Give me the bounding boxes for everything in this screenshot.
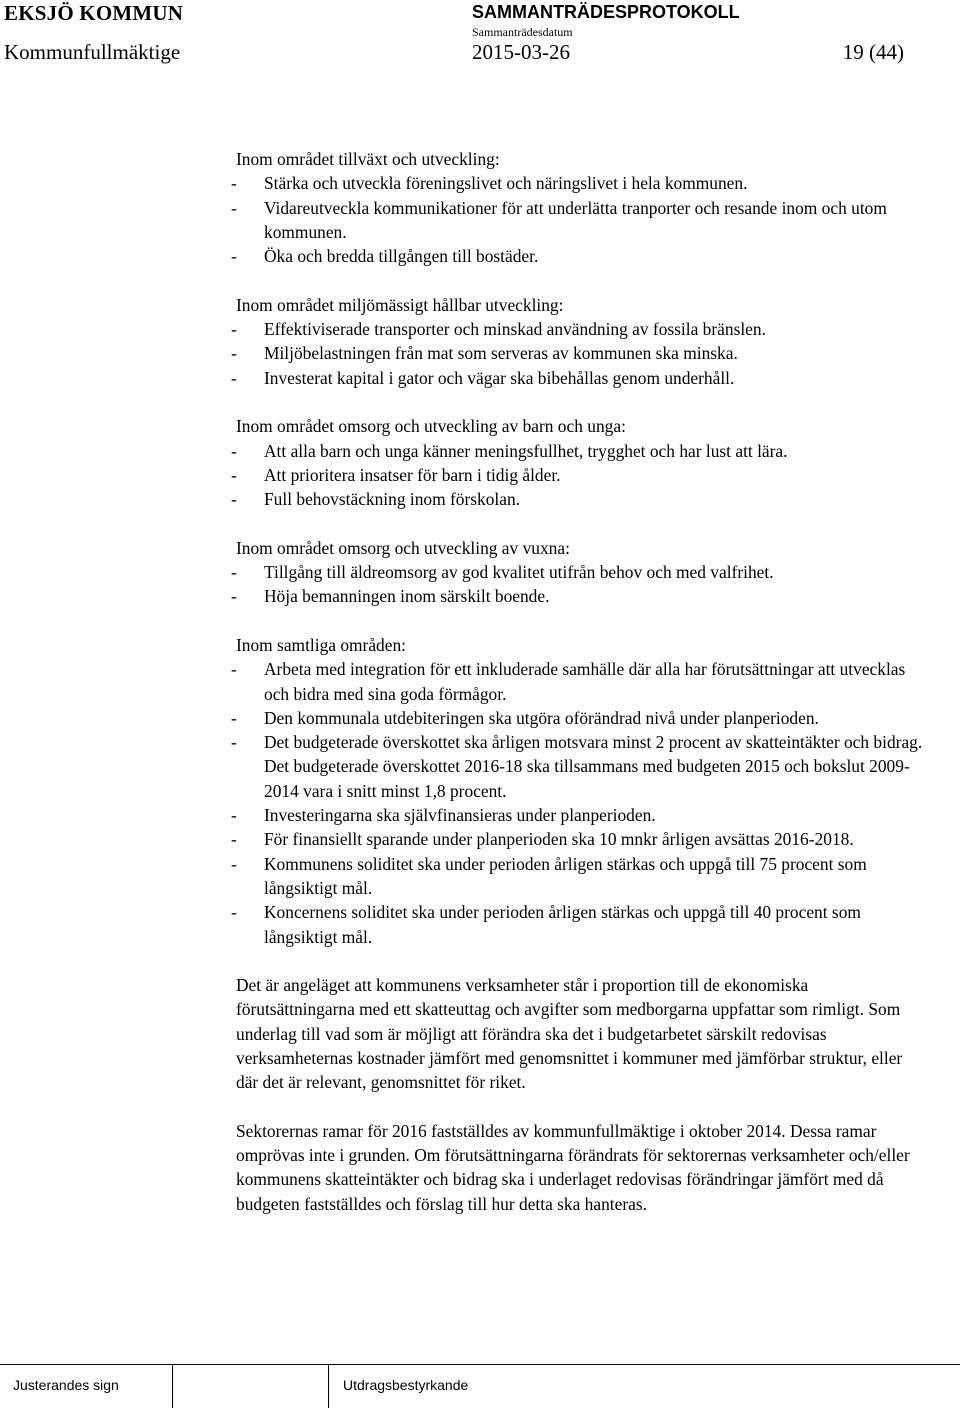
list-item-text: Investerat kapital i gator och vägar ska bibehållas genom underhåll. (264, 367, 735, 388)
section-heading: Inom området miljömässigt hållbar utveckling: (236, 294, 564, 315)
list-item (231, 196, 926, 245)
dash-bullet: - (231, 732, 237, 753)
dash-bullet: - (231, 902, 237, 923)
list-item-text: Den kommunala utdebiteringen ska utgöra oförändrad nivå under planperioden. (264, 707, 819, 728)
list-item-text: Full behovstäckning inom förskolan. (264, 489, 521, 510)
list-item-text: Kommunens soliditet ska under perioden årligen stärkas och uppgå till 75 procent som långsiktigt mål. (264, 853, 867, 898)
list-item-text: Att prioritera insatser för barn i tidig ålder. (264, 464, 561, 485)
dash-bullet: - (231, 562, 237, 583)
document-type: SAMMANTRÄDESPROTOKOLL (472, 2, 740, 22)
dash-bullet: - (231, 319, 237, 340)
justering-sign-field (172, 1365, 329, 1408)
section-heading: Inom området tillväxt och utveckling: (236, 149, 500, 169)
dash-bullet: - (231, 173, 237, 194)
dash-bullet: - (231, 464, 237, 485)
dash-bullet: - (231, 829, 237, 850)
list-item-text: Att alla barn och unga känner meningsfullhet, trygghet och har lust att lära. (264, 440, 788, 461)
dash-bullet: - (231, 805, 237, 826)
section-heading: Inom samtliga områden: (236, 634, 407, 655)
section-heading: Inom området omsorg och utveckling av barn och unga: (236, 416, 626, 437)
dash-bullet: - (231, 246, 237, 267)
utdrag-cell (328, 1365, 960, 1408)
goal-section (231, 536, 926, 609)
body-paragraph: Det är angeläget att kommunens verksamheter står i proportion till de ekonomiska förutsättningarna med ett skatteuttag och avgifter som medborgarna uppfattar som rimligt. Som underlag till vad som är möjligt att förändra ska det i budgetarbetet särskilt redovisas verksamheternas kostnader jämfört med genomsnittet i kommuner med jämförbar struktur, eller där det är relevant, genomsnittet för riket. (236, 975, 903, 1093)
organization-name: EKSJÖ KOMMUN (4, 1, 184, 25)
body-paragraph: Sektorernas ramar för 2016 fastställdes av kommunfullmäktige i oktober 2014. Dessa ramar omprövas inte i grunden. Om förutsättningarna förändrats för sektorernas verksamheter och/eller kommunens skatteintäkter och bidrag ska i underlaget redovisas förändringar jämfört med då budgeten fastställdes och förslag till hur detta ska hanteras. (236, 1120, 910, 1214)
list-item-text: Öka och bredda tillgången till bostäder. (264, 246, 539, 267)
list-item-text: Vidareutveckla kommunikationer för att underlätta tranporter och resande inom och utom kommunen. (264, 197, 887, 242)
dash-bullet: - (231, 586, 237, 607)
list-item (231, 803, 926, 827)
list-item-text: Investeringarna ska självfinansieras under planperioden. (264, 805, 656, 826)
list-item (231, 706, 926, 730)
list-item-text: Koncernens soliditet ska under perioden årligen stärkas och uppgå till 40 procent som långsiktigt mål. (264, 902, 861, 947)
dash-bullet: - (231, 659, 237, 680)
dash-bullet: - (231, 489, 237, 510)
list-item-text: För finansiellt sparande under planperioden ska 10 mnkr årligen avsättas 2016-2018. (264, 829, 854, 850)
list-item (231, 171, 926, 195)
goal-section (231, 414, 926, 511)
list-item (231, 657, 926, 706)
utdrag-label: Utdragsbestyrkande (343, 1377, 469, 1393)
list-item (231, 366, 926, 390)
page-number: 19 (44) (842, 40, 904, 64)
dash-bullet: - (231, 367, 237, 388)
goal-section (231, 293, 926, 390)
list-item (231, 827, 926, 851)
list-item (231, 244, 926, 268)
dash-bullet: - (231, 853, 237, 874)
list-item-text: Det budgeterade överskottet ska årligen motsvara minst 2 procent av skatteintäkter och bidrag. Det budgeterade överskottet 2016-18 ska tillsammans med budgeten 2015 och bokslut 2009-2014 vara i snitt minst 1,8 procent. (264, 732, 923, 801)
list-item-text: Stärka och utveckla föreningslivet och näringslivet i hela kommunen. (264, 173, 748, 194)
list-item (231, 730, 926, 803)
dash-bullet: - (231, 440, 237, 461)
signature-footer (0, 1364, 960, 1408)
list-item (231, 439, 926, 463)
list-item-text: Tillgång till äldreomsorg av god kvalitet utifrån behov och med valfrihet. (264, 562, 774, 583)
list-item (231, 317, 926, 341)
meeting-date: 2015-03-26 (472, 40, 570, 64)
list-item (231, 341, 926, 365)
dash-bullet: - (231, 343, 237, 364)
list-item-text: Miljöbelastningen från mat som serveras av kommunen ska minska. (264, 343, 738, 364)
goal-section (231, 633, 926, 949)
justering-label: Justerandes sign (13, 1377, 119, 1393)
protocol-content (231, 147, 926, 1240)
page-header (0, 0, 960, 70)
meeting-date-label: Sammanträdesdatum (472, 25, 573, 39)
list-item (231, 463, 926, 487)
dash-bullet: - (231, 707, 237, 728)
list-item (231, 852, 926, 901)
list-item (231, 487, 926, 511)
list-item-text: Effektiviserade transporter och minskad användning av fossila bränslen. (264, 319, 766, 340)
council-name: Kommunfullmäktige (4, 40, 181, 64)
list-item (231, 900, 926, 949)
list-item-text: Arbeta med integration för ett inkluderade samhälle där alla har förutsättningar att utvecklas och bidra med sina goda förmågor. (264, 659, 906, 704)
justering-cell (0, 1365, 172, 1408)
list-item (231, 560, 926, 584)
dash-bullet: - (231, 197, 237, 218)
list-item-text: Höja bemanningen inom särskilt boende. (264, 586, 550, 607)
section-heading: Inom området omsorg och utveckling av vuxna: (236, 537, 570, 558)
goal-section (231, 147, 926, 268)
list-item (231, 584, 926, 608)
